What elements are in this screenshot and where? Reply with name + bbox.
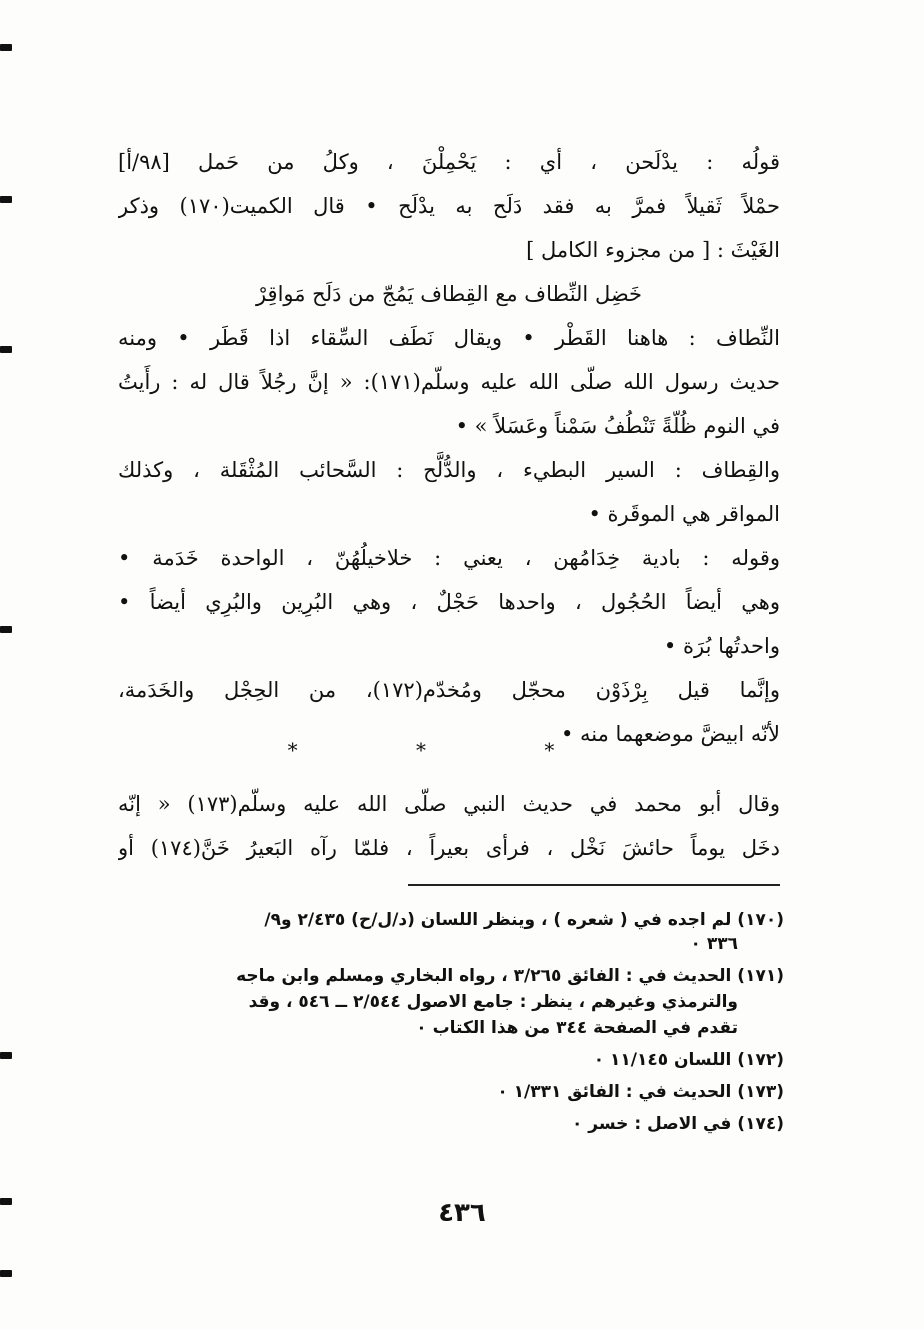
poetry-verse: خَضِل النِّطاف مع القِطاف يَمُجّ من دَلَح مَواقِرْ xyxy=(255,282,643,306)
margin-mark xyxy=(0,44,12,51)
margin-mark xyxy=(0,1270,12,1277)
text-line: واحدتُها بُرَة • xyxy=(663,634,780,658)
margin-mark xyxy=(0,626,12,633)
text-line: حمْلاً ثَقيلاً فمرَّ به فقد دَلَح به يدْلَح • قال الكميت(١٧٠) وذكر xyxy=(118,194,780,218)
page-number: ٤٣٦ xyxy=(438,1198,486,1228)
footnote-line: (١٧٣) الحديث في : الفائق ١/٣٣١ ٠ xyxy=(497,1082,784,1102)
text-line: وقوله : بادية خِدَامُهن ، يعني : خلاخيلُهُنّ ، الواحدة خَدَمة • xyxy=(118,546,780,570)
text-line: في النوم ظُلّةً تَنْطُفُ سَمْناً وعَسَلاً » • xyxy=(455,414,780,438)
margin-mark xyxy=(0,1198,12,1205)
text-line: وهي أيضاً الحُجُول ، واحدها حَجْلٌ ، وهي البُرِين والبُرِي أيضاً • xyxy=(118,590,780,614)
footnote-line: والترمذي وغيرهم ، ينظر : جامع الاصول ٢/٥٤٤ ــ ٥٤٦ ، وقد xyxy=(248,992,738,1012)
text-line: حديث رسول الله صلّى الله عليه وسلّم(١٧١): « إنَّ رجُلاً قال له : رأَيتُ xyxy=(118,370,780,394)
text-line: قولُه : يدْلَحن ، أي : يَحْمِلْنَ ، وكلُ من حَمل [٩٨/أ] xyxy=(118,150,780,174)
margin-mark xyxy=(0,196,12,203)
footnote-line: (١٧٢) اللسان ١١/١٤٥ ٠ xyxy=(593,1050,784,1070)
text-line: النِّطاف : هاهنا القَطْر • ويقال نَطَف السِّقاء اذا قَطَر • ومنه xyxy=(118,326,780,350)
footnote-line: (١٧٠) لم اجده في ( شعره ) ، وينظر اللسان (د/ل/ح) ٢/٤٣٥ و٩/ xyxy=(264,910,784,930)
footnote-line: (١٧٤) في الاصل : خسر ٠ xyxy=(571,1114,784,1134)
text-line: لأنّه ابيضَّ موضعهما منه • xyxy=(560,722,780,746)
text-line: دخَل يوماً حائشَ نَخْل ، فرأى بعيراً ، فلمّا رآه البَعيرُ خَنَّ(١٧٤) أو xyxy=(118,836,780,860)
margin-mark xyxy=(0,1052,12,1059)
footnote-line: تقدم في الصفحة ٣٤٤ من هذا الكتاب ٠ xyxy=(416,1018,738,1038)
footnote-line: ٣٣٦ ٠ xyxy=(690,934,738,954)
footnote-rule xyxy=(408,884,780,886)
margin-mark xyxy=(0,346,12,353)
text-line: المواقر هي الموقَرة • xyxy=(588,502,780,526)
text-line: وإنَّما قيل بِرْذَوْن محجّل ومُخدّم(١٧٢)، من الحِجْل والخَدَمة، xyxy=(118,678,780,702)
text-line: الغَيْثَ : [ من مجزوء الكامل ] xyxy=(526,238,780,262)
footnote-line: (١٧١) الحديث في : الفائق ٣/٢٦٥ ، رواه البخاري ومسلم وابن ماجه xyxy=(236,966,784,986)
text-line: والقِطاف : السير البطيء ، والدُّلَّح : السَّحائب المُثْقَلة ، وكذلك xyxy=(118,458,780,482)
section-separator: * * * xyxy=(287,738,611,762)
text-line: وقال أبو محمد في حديث النبي صلّى الله عليه وسلّم(١٧٣) « إنّه xyxy=(118,792,780,816)
